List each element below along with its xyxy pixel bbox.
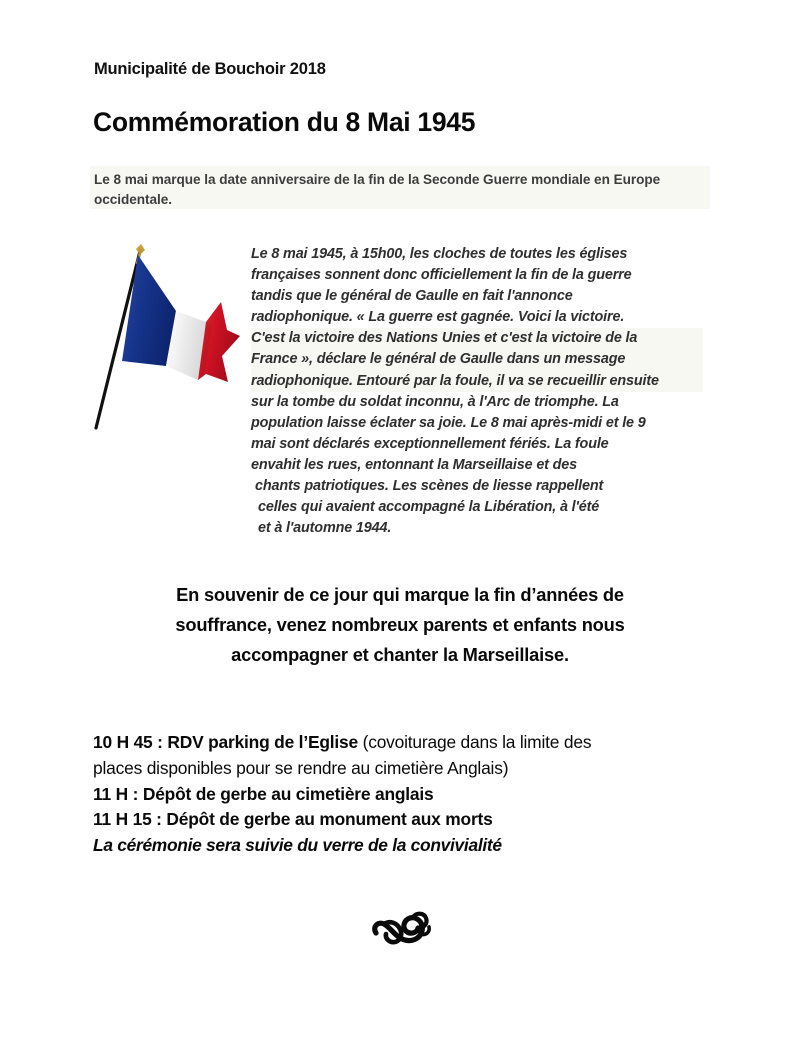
subtitle-line-2: Europe occidentale. — [94, 172, 661, 207]
narrative-line: et à l'automne 1944. — [258, 520, 392, 537]
schedule-item-1-time-place: 10 H 45 : RDV parking de l’Eglise — [93, 732, 358, 752]
schedule-list — [93, 730, 710, 859]
narrative-line: C'est la victoire des Nations Unies et c'est la victoire de la — [251, 328, 703, 349]
narrative-line: chants patriotiques. Les scènes de liesse rappellent — [255, 478, 604, 495]
schedule-item-1 — [93, 730, 710, 756]
schedule-closing-note: La cérémonie sera suivie du verre de la convivialité — [93, 835, 502, 856]
narrative-line: françaises sonnent donc officiellement la fin de la guerre — [251, 267, 632, 284]
narrative-line: radiophonique. Entouré par la foule, il va se recueillir ensuite — [251, 371, 703, 392]
invitation-line: En souvenir de ce jour qui marque la fin d’années de — [176, 584, 624, 605]
subtitle-text — [94, 170, 700, 209]
calligraphic-flourish-icon — [370, 903, 436, 955]
narrative-line: radiophonique. « La guerre est gagnée. Voici la victoire. — [251, 309, 625, 326]
narrative-line: tandis que le général de Gaulle en fait l'annonce — [251, 288, 573, 305]
subtitle-line-1: Le 8 mai marque la date anniversaire de la fin de la Seconde Guerre mondiale en — [94, 172, 610, 187]
narrative-line: Le 8 mai 1945, à 15h00, les cloches de toutes les églises — [251, 246, 628, 262]
narrative-line: envahit les rues, entonnant la Marseillaise et des — [251, 456, 578, 473]
organization-line: Municipalité de Bouchoir 2018 — [94, 60, 326, 78]
narrative-line: sur la tombe du soldat inconnu, à l'Arc de triomphe. La — [251, 393, 619, 410]
french-flag-photo — [88, 238, 248, 433]
schedule-item-1-note-a: (covoiturage dans la limite des — [357, 732, 592, 752]
schedule-item-2: 11 H : Dépôt de gerbe au cimetière anglais — [93, 783, 434, 804]
invitation-block — [100, 580, 700, 670]
schedule-item-3: 11 H 15 : Dépôt de gerbe au monument aux morts — [93, 809, 493, 830]
narrative-line: celles qui avaient accompagné la Libération, à l'été — [258, 499, 600, 516]
french-flag-graphic — [88, 238, 248, 433]
page-title: Commémoration du 8 Mai 1945 — [93, 107, 476, 137]
flourish-glyph — [370, 903, 436, 955]
invitation-line: accompagner et chanter la Marseillaise. — [231, 644, 569, 665]
narrative-paragraph — [251, 244, 703, 539]
schedule-item-1-note-b: places disponibles pour se rendre au cimetière Anglais) — [93, 757, 509, 778]
narrative-line: mai sont déclarés exceptionnellement fériés. La foule — [251, 435, 609, 452]
narrative-line: France », déclare le général de Gaulle dans un message — [251, 349, 703, 370]
narrative-line: population laisse éclater sa joie. Le 8 mai après-midi et le 9 — [251, 414, 646, 431]
invitation-line: souffrance, venez nombreux parents et enfants nous — [175, 614, 625, 635]
